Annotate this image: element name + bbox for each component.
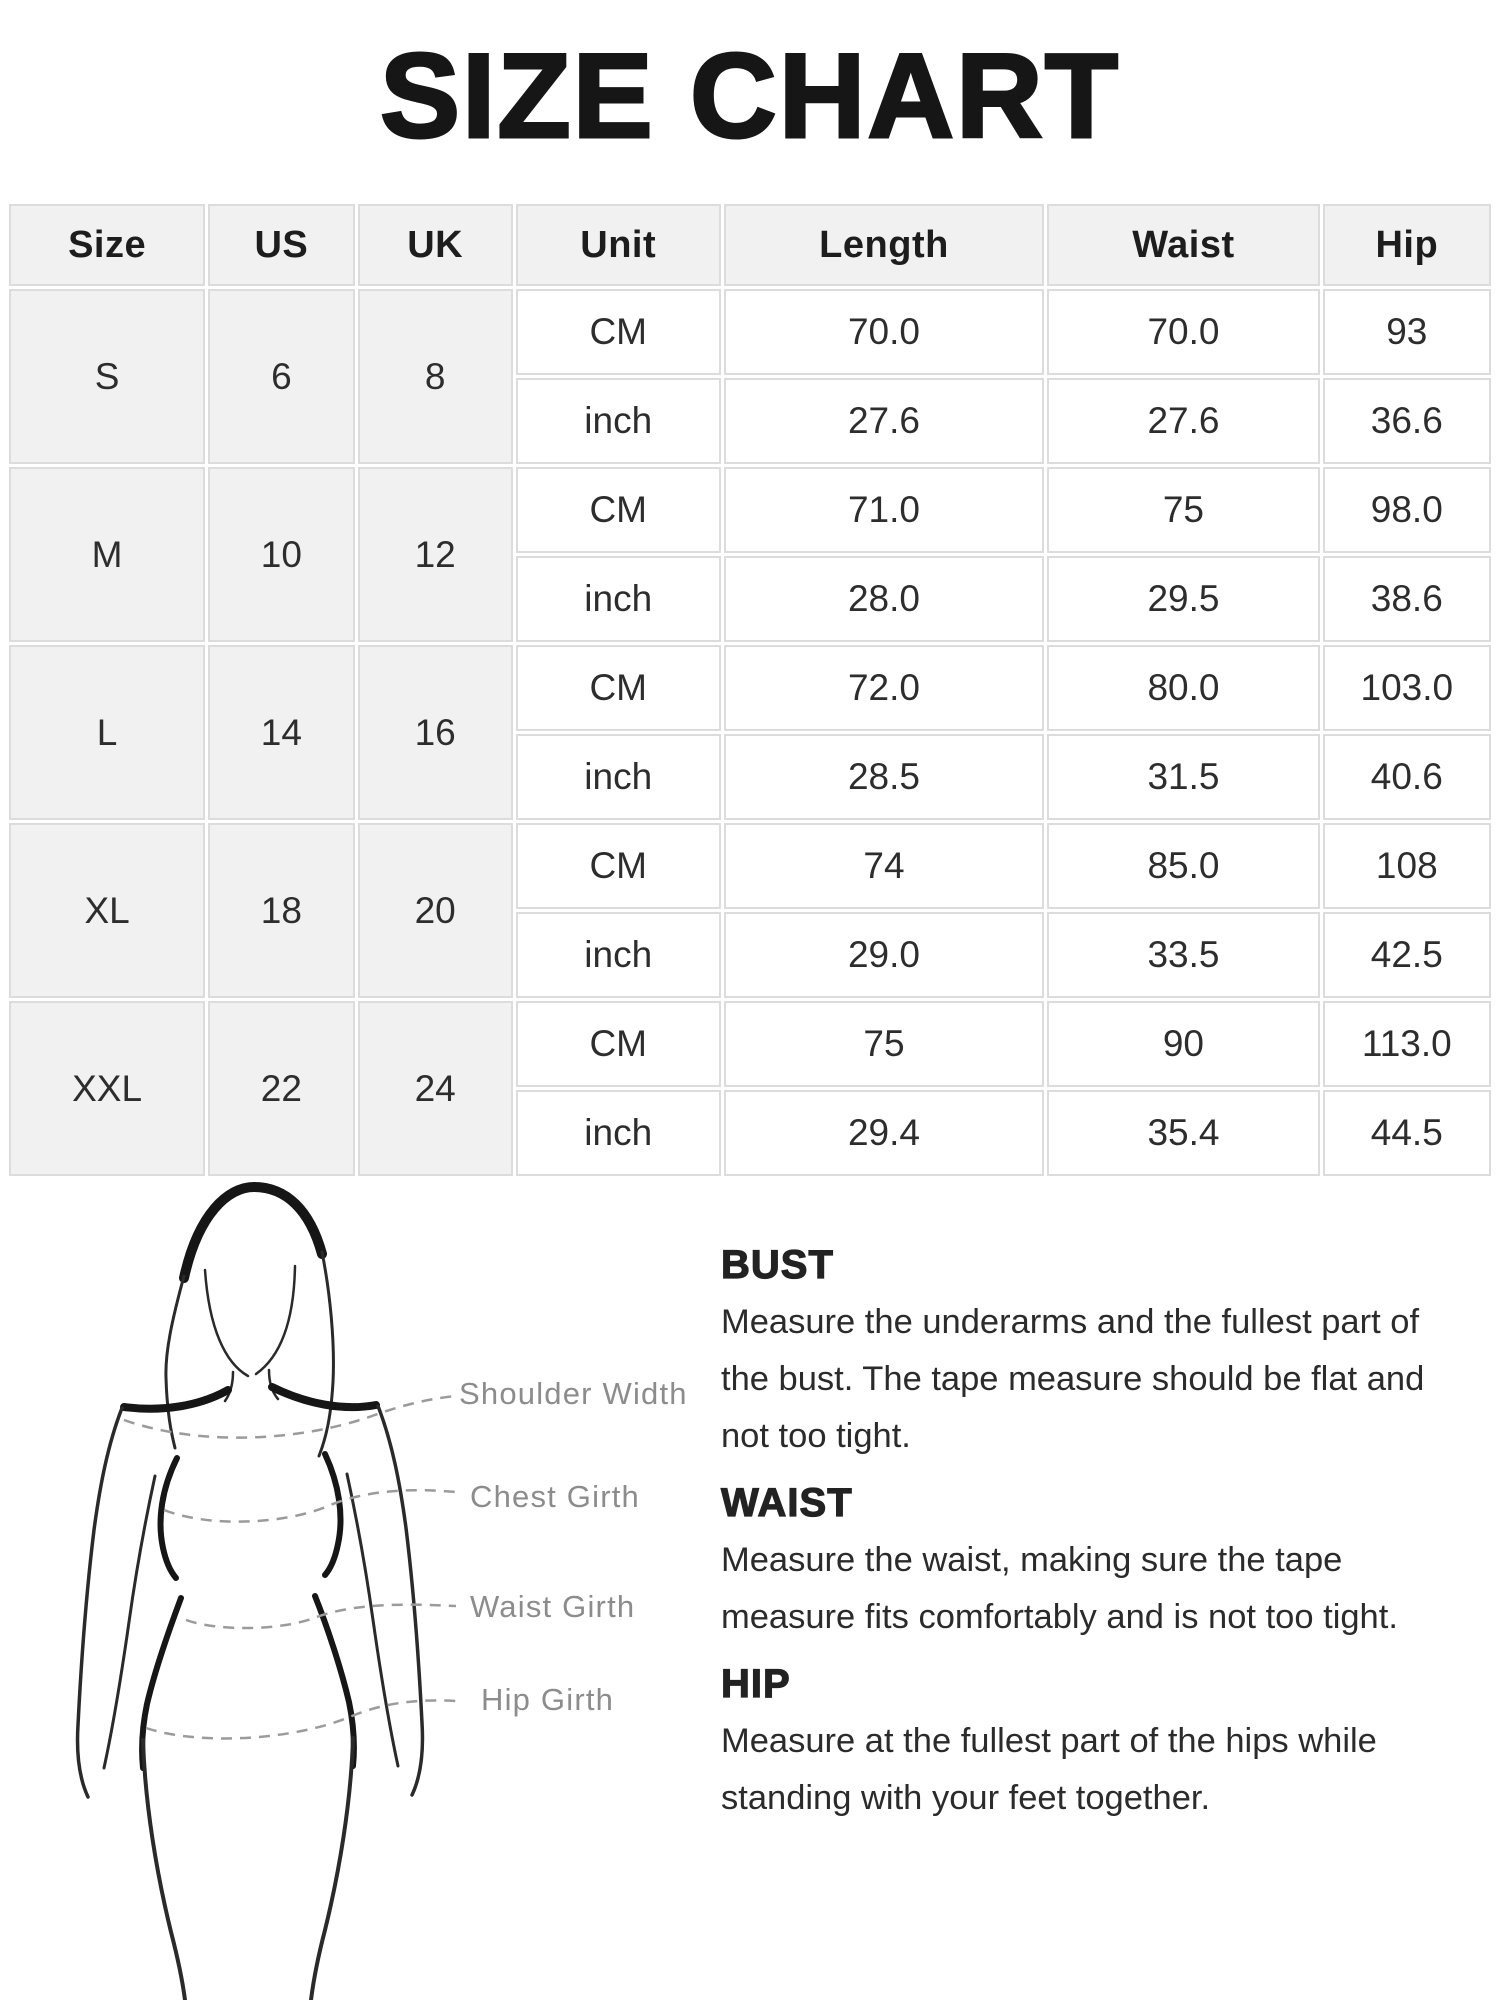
cell-unit: inch: [516, 912, 721, 998]
cell-us: 10: [208, 467, 354, 642]
measurement-guide: [721, 1243, 1426, 1843]
cell-hip: 38.6: [1323, 556, 1491, 642]
measurement-label-hip-girth: Hip Girth: [481, 1682, 615, 1717]
silhouette-legs: [143, 1738, 353, 2000]
column-header-length: Length: [724, 204, 1045, 286]
cell-waist: 27.6: [1047, 378, 1319, 464]
cell-length: 28.0: [724, 556, 1045, 642]
cell-waist: 70.0: [1047, 289, 1319, 375]
cell-size: M: [9, 467, 205, 642]
cell-waist: 85.0: [1047, 823, 1319, 909]
shoulder-dash-line: [124, 1396, 456, 1438]
cell-waist: 29.5: [1047, 556, 1319, 642]
cell-unit: inch: [516, 556, 721, 642]
cell-hip: 98.0: [1323, 467, 1491, 553]
cell-hip: 36.6: [1323, 378, 1491, 464]
cell-waist: 33.5: [1047, 912, 1319, 998]
column-header-size: Size: [9, 204, 205, 286]
cell-unit: CM: [516, 467, 721, 553]
cell-uk: 20: [358, 823, 513, 998]
page-title: SIZE CHART: [380, 29, 1120, 163]
column-header-unit: Unit: [516, 204, 721, 286]
cell-unit: CM: [516, 645, 721, 731]
cell-us: 6: [208, 289, 354, 464]
silhouette-shoulders: [124, 1387, 376, 1409]
cell-unit: CM: [516, 289, 721, 375]
cell-uk: 8: [358, 289, 513, 464]
column-header-uk: UK: [358, 204, 513, 286]
column-header-us: US: [208, 204, 354, 286]
cell-hip: 42.5: [1323, 912, 1491, 998]
cell-hip: 108: [1323, 823, 1491, 909]
cell-unit: inch: [516, 1090, 721, 1176]
cell-hip: 44.5: [1323, 1090, 1491, 1176]
cell-length: 72.0: [724, 645, 1045, 731]
cell-us: 14: [208, 645, 354, 820]
measurement-label-chest-girth: Chest Girth: [470, 1479, 640, 1514]
measurement-label-waist-girth: Waist Girth: [470, 1589, 636, 1624]
silhouette-hair: [166, 1187, 334, 1456]
table-header-row: [9, 204, 1491, 286]
waist-heading: WAIST: [721, 1481, 853, 1525]
table-row: [9, 467, 1491, 553]
cell-unit: inch: [516, 734, 721, 820]
column-header-hip: Hip: [1323, 204, 1491, 286]
cell-size: XL: [9, 823, 205, 998]
cell-uk: 16: [358, 645, 513, 820]
cell-waist: 80.0: [1047, 645, 1319, 731]
cell-length: 71.0: [724, 467, 1045, 553]
cell-length: 74: [724, 823, 1045, 909]
cell-hip: 40.6: [1323, 734, 1491, 820]
cell-length: 29.4: [724, 1090, 1045, 1176]
cell-hip: 103.0: [1323, 645, 1491, 731]
size-chart-table: [6, 201, 1494, 1179]
cell-waist: 35.4: [1047, 1090, 1319, 1176]
table-row: [9, 1001, 1491, 1087]
cell-uk: 24: [358, 1001, 513, 1176]
cell-size: XXL: [9, 1001, 205, 1176]
waist-description: Measure the waist, making sure the tape measure fits comfortably and is not too tight.: [721, 1541, 1398, 1636]
cell-size: S: [9, 289, 205, 464]
cell-length: 27.6: [724, 378, 1045, 464]
cell-waist: 90: [1047, 1001, 1319, 1087]
column-header-waist: Waist: [1047, 204, 1319, 286]
cell-length: 28.5: [724, 734, 1045, 820]
cell-us: 18: [208, 823, 354, 998]
bust-description: Measure the underarms and the fullest part of the bust. The tape measure should be flat and not too tight.: [721, 1303, 1425, 1455]
cell-unit: inch: [516, 378, 721, 464]
cell-hip: 93: [1323, 289, 1491, 375]
cell-uk: 12: [358, 467, 513, 642]
cell-size: L: [9, 645, 205, 820]
cell-length: 70.0: [724, 289, 1045, 375]
cell-unit: CM: [516, 823, 721, 909]
bust-heading: BUST: [721, 1243, 834, 1287]
measurement-label-shoulder-width: Shoulder Width: [459, 1376, 688, 1411]
silhouette-torso: [142, 1454, 354, 1768]
cell-length: 29.0: [724, 912, 1045, 998]
table-row: [9, 289, 1491, 375]
cell-hip: 113.0: [1323, 1001, 1491, 1087]
cell-waist: 75: [1047, 467, 1319, 553]
cell-us: 22: [208, 1001, 354, 1176]
table-row: [9, 823, 1491, 909]
hip-dash-line: [146, 1700, 456, 1738]
hip-heading: HIP: [721, 1662, 791, 1706]
hip-description: Measure at the fullest part of the hips while standing with your feet together.: [721, 1722, 1377, 1817]
cell-unit: CM: [516, 1001, 721, 1087]
cell-waist: 31.5: [1047, 734, 1319, 820]
cell-length: 75: [724, 1001, 1045, 1087]
chest-dash-line: [164, 1490, 456, 1521]
silhouette-face: [205, 1266, 295, 1401]
table-row: [9, 645, 1491, 731]
